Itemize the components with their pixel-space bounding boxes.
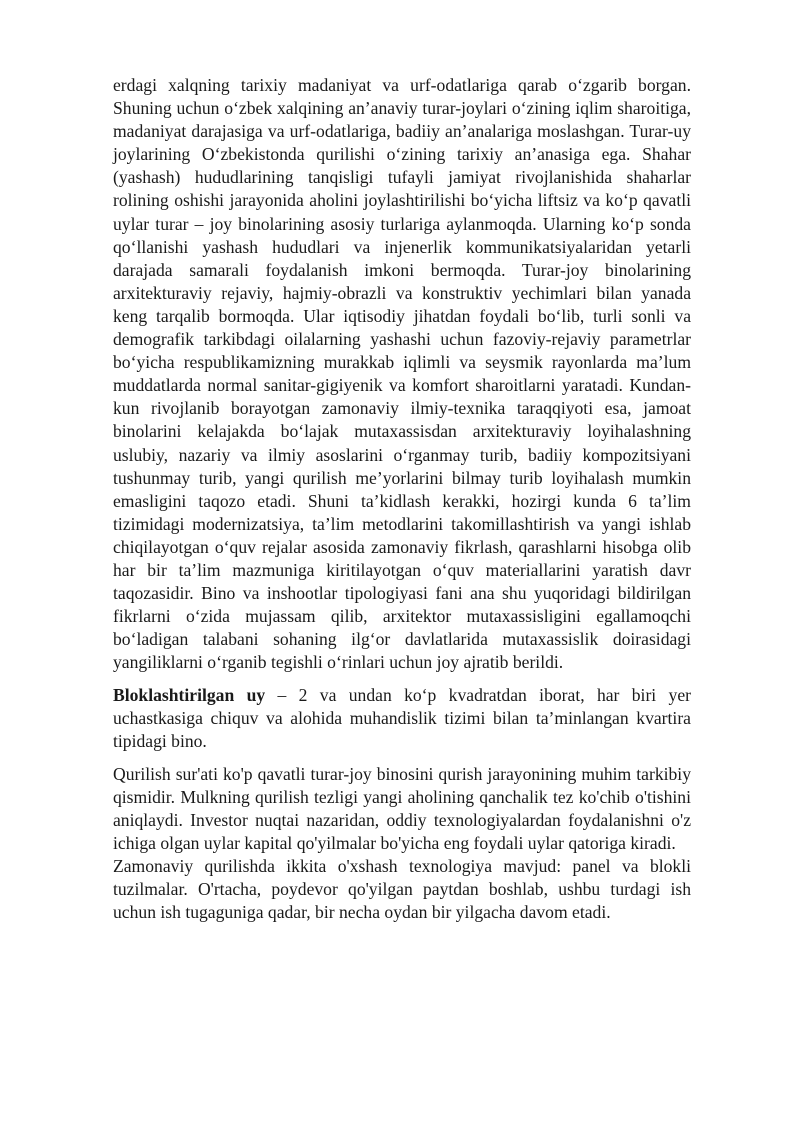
body-paragraph-4: Zamonaviy qurilishda ikkita o'xshash texnologiya mavjud: panel va blokli tuzilmalar. O'rtacha, poydevor qo'yilgan paytdan boshlab, ushbu turdagi ish uchun ish tugaguniga qadar, bir necha oydan bir yilgacha davom etadi. (113, 856, 691, 923)
definition-paragraph (113, 684, 691, 753)
document-page (113, 74, 691, 924)
body-paragraph-1: erdagi xalqning tarixiy madaniyat va urf-odatlariga qarab o‘zgarib borgan. Shuning uchun o‘zbek xalqining an’anaviy turar-joylari o‘zining iqlim sharoitiga, madaniyat darajasiga va urf-odatlariga, badiiy an’analariga moslashgan. Turar-uy joylarining O‘zbekistonda qurilishi o‘zining tarixiy an’anasiga ega. Shahar (yashash) hududlarining tanqisligi tufayli jamiyat rivojlanishida shaharlar rolining oshishi jarayonida aholini joylashtirilishi bo‘yicha liftsiz va ko‘p qavatli uylar turar – joy binolarining asosiy turlariga aylanmoqda. Ularning ko‘p sonda qo‘llanishi yashash hududlari va injenerlik kommunikatsiyalaridan yetarli darajada samarali foydalanish imkoni bermoqda. Turar-joy binolarining arxitekturaviy rejaviy, hajmiy-obrazli va konstruktiv yechimlari bilan yanada keng tarqalib bormoqda. Ular iqtisodiy jihatdan foydali bo‘lib, turli sonli va demografik tarkibdagi oilalarning yashashi uchun fazoviy-rejaviy parametrlar bo‘yicha respublikamizning murakkab iqlimli va seysmik rayonlarda ma’lum muddatlarda normal sanitar-gigiyenik va komfort sharoitlarni yaratadi. Kundan-kun rivojlanib borayotgan zamonaviy ilmiy-texnika taraqqiyoti esa, jamoat binolarini kelajakda bo‘lajak mutaxassisdan arxitekturaviy loyihalashning uslubiy, nazariy va ilmiy asoslarini o‘rganmay turib, badiiy kompozitsiyani tushunmay turib, yangi qurilish me’yorlarini bilmay turib loyihalash mumkin emasligini taqozo etadi. Shuni ta’kidlash kerakki, hozirgi kunda 6 ta’lim tizimidagi modernizatsiya, ta’lim metodlarini takomillashtirish va yangi ishlab chiqilayotgan o‘quv rejalar asosida zamonaviy fikrlash, qarashlarni hisobga olib har bir ta’lim mazmuniga kiritilayotgan o‘quv materiallarini yaratish davr taqozasidir. Bino va inshootlar tipologiyasi fani ana shu yuqoridagi bildirilgan fikrlarni o‘zida mujassam qilib, arxitektor mutaxassisligini egallamoqchi bo‘ladigan talabani sohaning ilg‘or davlatlarida mutaxassislik doirasidagi yangiliklarni o‘rganib tegishli o‘rinlari uchun joy ajratib berildi. (113, 75, 691, 673)
defined-term: Bloklashtirilgan uy (113, 684, 266, 705)
body-paragraph-3: Qurilish sur'ati ko'p qavatli turar-joy binosini qurish jarayonining muhim tarkibiy qismidir. Mulkning qurilish tezligi yangi aholining qanchalik tez ko'chib o'tishini aniqlaydi. Investor nuqtai nazaridan, oddiy texnologiyalardan foydalanishni o'z ichiga olgan uylar kapital qo'yilmalar bo'yicha eng foydali uylar qatoriga kiradi. (113, 763, 691, 853)
definition-text: – 2 va undan ko‘p kvadratdan iborat, har biri yer uchastkasiga chiquv va alohida muhandislik tizimi bilan ta’minlangan kvartira tipidagi bino. (113, 684, 692, 752)
